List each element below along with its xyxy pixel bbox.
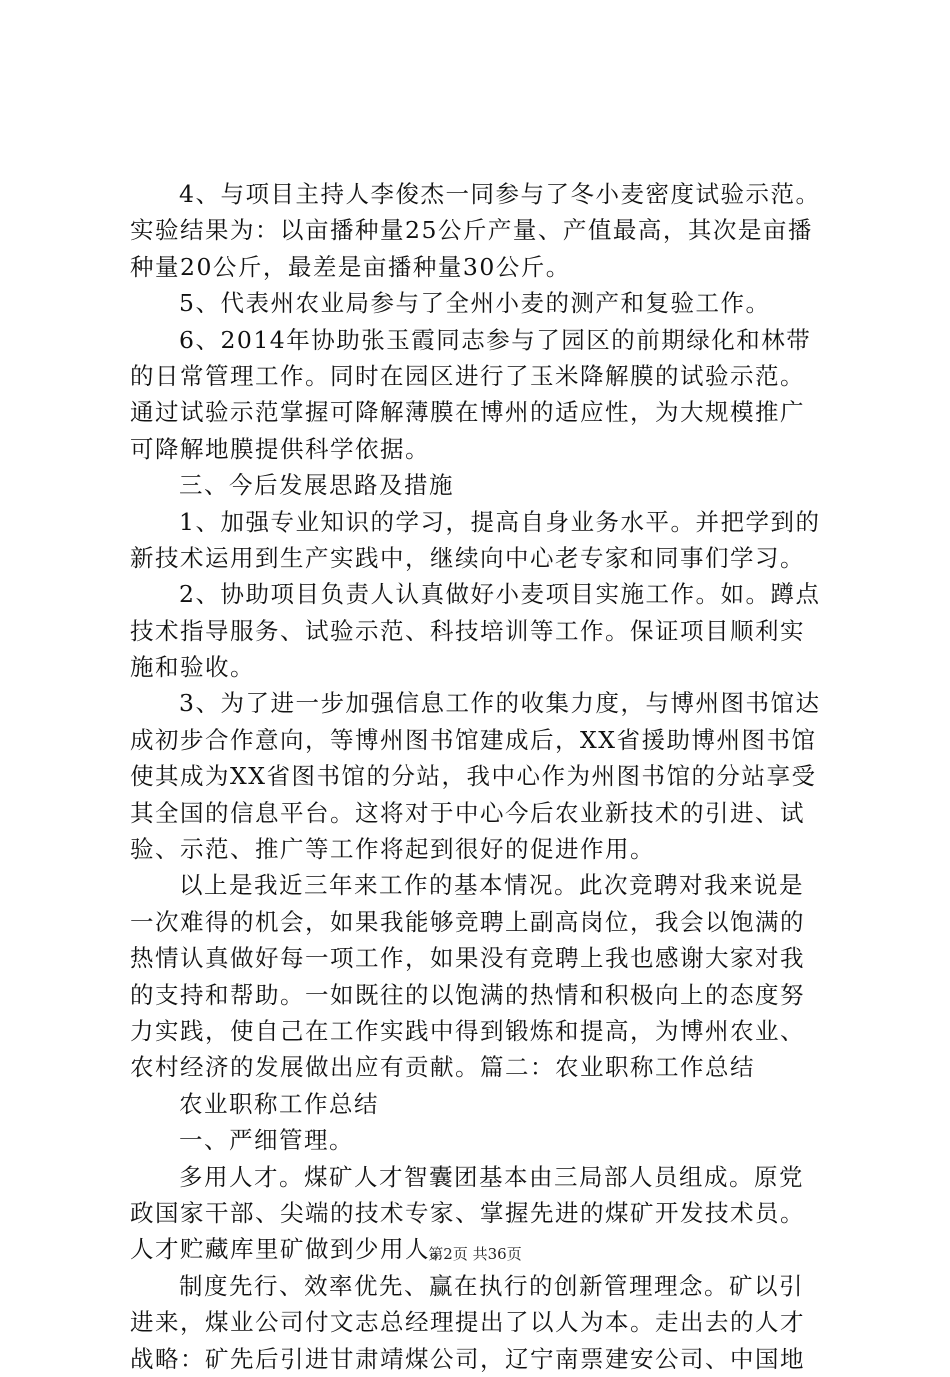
text-line: 验、示范、推广等工作将起到很好的促进作用。 — [130, 835, 655, 864]
text-line: 战略：矿先后引进甘肃靖煤公司，辽宁南票建安公司、中国地 — [130, 1344, 805, 1373]
page-footer: 第2页 共36页 — [428, 1245, 522, 1263]
text-line: 热情认真做好每一项工作，如果没有竞聘上我也感谢大家对我 — [130, 944, 805, 973]
text-line: 一、严细管理。 — [179, 1126, 354, 1155]
text-line: 新技术运用到生产实践中，继续向中心老专家和同事们学习。 — [130, 543, 805, 572]
text-line: 的支持和帮助。一如既往的以饱满的热情和积极向上的态度努 — [130, 980, 805, 1009]
text-line: 力实践，使自己在工作实践中得到锻炼和提高，为博州农业、 — [130, 1016, 805, 1045]
text-line: 三、今后发展思路及措施 — [179, 471, 454, 500]
text-line: 2、协助项目负责人认真做好小麦项目实施工作。如。蹲点 — [179, 580, 821, 609]
text-line: 农村经济的发展做出应有贡献。篇二：农业职称工作总结 — [130, 1053, 755, 1082]
text-line: 1、加强专业知识的学习，提高自身业务水平。并把学到的 — [179, 507, 821, 536]
text-line: 通过试验示范掌握可降解薄膜在博州的适应性，为大规模推广 — [130, 398, 805, 427]
text-line: 3、为了进一步加强信息工作的收集力度，与博州图书馆达 — [179, 689, 821, 718]
text-line: 的日常管理工作。同时在园区进行了玉米降解膜的试验示范。 — [130, 361, 805, 390]
text-line: 5、代表州农业局参与了全州小麦的测产和复验工作。 — [179, 289, 771, 318]
text-line: 使其成为XX省图书馆的分站，我中心作为州图书馆的分站享受 — [130, 762, 817, 791]
text-line: 以上是我近三年来工作的基本情况。此次竞聘对我来说是 — [179, 871, 804, 900]
text-line: 制度先行、效率优先、赢在执行的创新管理理念。矿以引 — [179, 1271, 804, 1300]
text-line: 实验结果为：以亩播种量25公斤产量、产值最高，其次是亩播 — [130, 216, 813, 245]
text-line: 技术指导服务、试验示范、科技培训等工作。保证项目顺利实 — [130, 616, 805, 645]
text-line: 人才贮藏库里矿做到少用人。 — [130, 1235, 455, 1264]
text-line: 进来，煤业公司付文志总经理提出了以人为本。走出去的人才 — [130, 1308, 805, 1337]
text-line: 农业职称工作总结 — [179, 1089, 379, 1118]
document-body — [130, 176, 830, 1377]
text-line: 成初步合作意向，等博州图书馆建成后，XX省援助博州图书馆 — [130, 725, 817, 754]
text-line: 政国家干部、尖端的技术专家、掌握先进的煤矿开发技术员。 — [130, 1198, 805, 1227]
text-line: 可降解地膜提供科学依据。 — [130, 434, 430, 463]
text-line: 一次难得的机会，如果我能够竞聘上副高岗位，我会以饱满的 — [130, 907, 805, 936]
text-line: 6、2014年协助张玉霞同志参与了园区的前期绿化和林带 — [179, 325, 812, 354]
text-line: 4、与项目主持人李俊杰一同参与了冬小麦密度试验示范。 — [179, 180, 821, 208]
text-line: 其全国的信息平台。这将对于中心今后农业新技术的引进、试 — [130, 798, 805, 827]
text-line: 种量20公斤，最差是亩播种量30公斤。 — [130, 252, 571, 281]
text-line: 多用人才。煤矿人才智囊团基本由三局部人员组成。原党 — [179, 1162, 804, 1191]
text-line: 施和验收。 — [130, 653, 255, 682]
